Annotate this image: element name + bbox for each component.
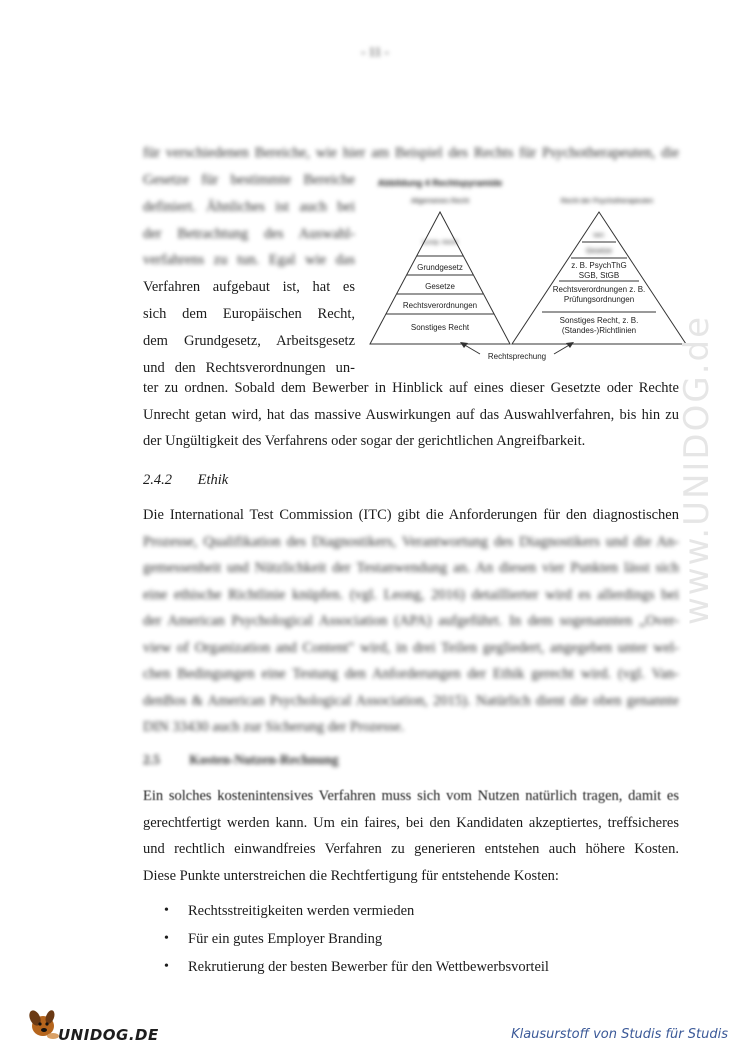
paragraph-line: denBos & American Psychological Association, 2015). Natürlich dient die oben genannte: [143, 692, 679, 709]
left-column-text: [143, 167, 355, 381]
paragraph-line: Ein solches kostenintensives Verfahren muss sich vom Nutzen natürlich tragen, damit es: [143, 788, 679, 804]
arrow-left-head: [460, 342, 468, 348]
section-heading-cost-benefit: [143, 752, 339, 768]
legal-pyramid-figure: [360, 178, 690, 370]
section-title: Ethik: [197, 472, 229, 488]
paragraph-line: ter zu ordnen. Sobald dem Bewerber in Hinblick auf eines dieser Gesetzte oder Rechte: [143, 380, 679, 396]
paragraph-line: Unrecht getan wird, hat das massive Auswirkungen auf das Auswahlverfahren, bis hin zu: [143, 406, 679, 423]
section-number: 2.5: [143, 752, 160, 767]
left-column-line: Gesetze für bestimmte Bereiche: [143, 172, 355, 188]
figure-caption: Abbildung 4 Rechtspyramide: [377, 178, 503, 188]
list-item: • Rekrutierung der besten Bewerber für den Wettbewerbsvorteil: [143, 953, 683, 981]
paragraph-line: der American Psychological Association (APA) aufgeführt. In dem sogenannten „Over-: [143, 613, 679, 629]
paragraph-line: view of Organization and Content" wird, in drei Teilen gegliedert, angegeben unter wel-: [143, 639, 679, 656]
legal-paragraph-continued: [143, 375, 679, 455]
right-level-5: Sonstiges Recht, z. B. (Standes-)Richtlinien: [559, 316, 639, 335]
right-level-3: z. B. PsychThG SGB, StGB: [571, 261, 627, 280]
figure-arrow-label: Rechtsprechung: [487, 352, 547, 361]
left-level-1: Europ. Recht: [422, 240, 458, 246]
ethics-paragraph: [143, 502, 679, 741]
left-level-4: Rechtsverordnungen: [402, 301, 478, 310]
left-pyramid-title: Allgemeines Recht: [410, 198, 470, 205]
paragraph-line: Diese Punkte unterstreichen die Rechtfertigung für entstehende Kosten:: [143, 867, 559, 884]
section-title: Kosten-Nutzen-Rechnung: [189, 752, 339, 767]
left-level-3: Gesetze: [425, 282, 455, 291]
left-column-line: Verfahren aufgebaut ist, hat es: [143, 279, 355, 296]
section-heading-ethics: [143, 472, 228, 489]
left-level-5: Sonstiges Recht: [410, 323, 470, 332]
left-column-line: verfahrens zu tun. Egal wie das: [143, 252, 355, 269]
intro-top-line: für verschiedenen Bereiche, wie hier am Beispiel des Rechts für Psychotherapeuten, die: [143, 145, 679, 161]
left-column-line: definiert. Ähnliches ist auch bei: [143, 198, 355, 215]
paragraph-line: Die International Test Commission (ITC) gibt die Anforderungen für den diagnostischen: [143, 507, 679, 523]
cost-paragraph: [143, 783, 679, 889]
right-level-1: Verf.: [592, 233, 606, 239]
paragraph-line: eine ethische Richtlinie knüpfen. (vgl. Leong, 2016) detaillierter wird es allerdings bei: [143, 586, 679, 603]
paragraph-line: gemessenheit und Nützlichkeit der Testanwendung an. An diesen vier Punkten lässt sich: [143, 560, 679, 576]
cost-justification-list: [143, 897, 683, 981]
left-column-line: der Betrachtung des Auswahl-: [143, 225, 355, 242]
paragraph-line: DIN 33430 auch zur Sicherung der Prozesse.: [143, 719, 405, 735]
left-column-line: und den Rechtsverordnungen un-: [143, 359, 355, 376]
watermark: www.UNIDOG.de: [677, 314, 717, 626]
paragraph-line: und rechtlich einwandfreies Verfahren zu generieren entstehen auch höhere Kosten.: [143, 841, 679, 857]
footer-tagline: Klausurstoff von Studis für Studis: [511, 1027, 728, 1042]
section-number: 2.4.2: [143, 472, 172, 488]
left-level-2: Grundgesetz: [417, 263, 463, 272]
page-number: - 11 -: [361, 44, 389, 59]
paragraph-line: gerechtfertigt werden kann. Um ein faires, bei den Kandidaten akzeptiertes, treffsicheres: [143, 814, 679, 831]
right-level-4: Rechtsverordnungen z. B. Prüfungsordnungen: [552, 285, 646, 304]
left-column-line: dem Grundgesetz, Arbeitsgesetz: [143, 332, 355, 349]
left-column-line: sich dem Europäischen Recht,: [143, 305, 355, 322]
arrow-right-head: [566, 342, 574, 348]
list-item: • Rechtsstreitigkeiten werden vermieden: [143, 897, 683, 925]
paragraph-line: der Ungültigkeit des Verfahrens oder sogar der gerichtlichen Angreifbarkeit.: [143, 433, 586, 449]
paragraph-line: Prozesse, Qualifikation des Diagnostikers, Verantwortung des Diagnostikers und die An-: [143, 533, 679, 550]
right-pyramid-title: Recht der Psychotherapeuten: [560, 198, 654, 205]
logo-text[interactable]: UNIDOG.DE: [58, 1026, 159, 1044]
list-item: • Für ein gutes Employer Branding: [143, 925, 683, 953]
paragraph-line: chen Bedingungen eine Testung den Anforderungen der Ethik gerecht wird. (vgl. Van-: [143, 666, 679, 682]
right-level-2: Gesetze: [585, 248, 613, 255]
